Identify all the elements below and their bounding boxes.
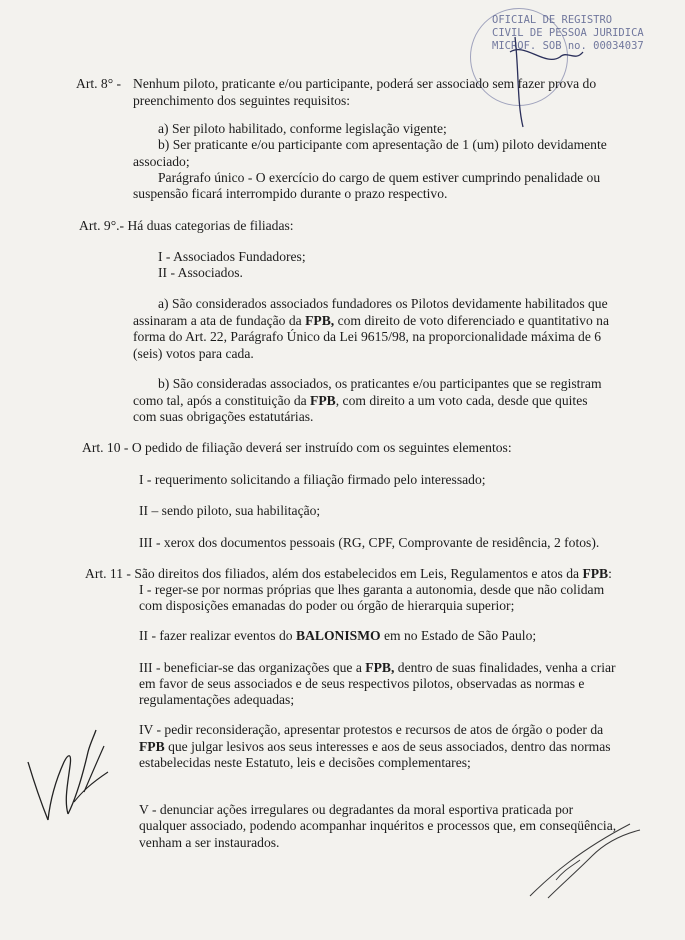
art8-item-a: a) Ser piloto habilitado, conforme legislação vigente; [158,121,447,136]
art9-b-1: b) São consideradas associados, os praticantes e/ou participantes que se registram [158,376,602,391]
art10-head: Art. 10 - O pedido de filiação deverá ser instruído com os seguintes elementos: [82,440,512,455]
art8-item-b-1: b) Ser praticante e/ou participante com apresentação de 1 (um) piloto devidamente [158,137,607,152]
art11-item-v-3: venham a ser instaurados. [139,835,280,850]
art9-b-2-text: como tal, após a constituição da [133,393,311,408]
art8-paragraph-1: Parágrafo único - O exercício do cargo de quem estiver cumprindo penalidade ou [158,170,601,185]
fpb-bold: FPB, [305,313,335,328]
art11-item-iii-2: em favor de seus associados e de seus respectivos pilotos, observadas as normas e [139,676,585,691]
margin-initials-signature [24,722,114,834]
art9-a-1: a) São considerados associados fundadores os Pilotos devidamente habilitados que [158,296,608,311]
art11-item-iii-1 [139,660,616,676]
art11-item-iv-1: IV - pedir reconsideração, apresentar protestos e recursos de atos de órgão o poder da [139,722,604,737]
art9-a-2 [133,313,609,329]
fpb-bold: FPB [582,566,609,581]
art11-item-v-1: V - denunciar ações irregulares ou degradantes da moral esportiva praticada por [139,802,574,817]
art10-item-ii: II – sendo piloto, sua habilitação; [139,503,321,518]
art8-line-2: preenchimento dos seguintes requisitos: [133,93,351,108]
art11-item-iii-text-end: dentro de suas finalidades, venha a criar [394,660,616,675]
art10-item-i: I - requerimento solicitando a filiação firmado pelo interessado; [139,472,486,487]
art11-head-end: : [608,566,612,581]
stamp-line-2: CIVIL DE PESSOA JURIDICA [492,27,644,39]
fpb-bold: FPB, [365,660,395,675]
art8-item-b-2: associado; [133,154,190,169]
art9-item-ii: II - Associados. [158,265,243,280]
art11-item-ii [139,628,536,644]
art11-item-ii-text-end: em no Estado de São Paulo; [380,628,537,643]
art11-item-i-1: I - reger-se por normas próprias que lhes garanta a autonomia, desde que não colidam [139,582,605,597]
art11-item-iv-2 [139,739,611,755]
balonismo-bold: BALONISMO [296,628,381,643]
stamp-line-3: MICROF. SOB no. 00034037 [492,40,644,52]
art8-line-1: Nenhum piloto, praticante e/ou participante, poderá ser associado sem fazer prova do [133,76,597,91]
art10-item-iii: III - xerox dos documentos pessoais (RG, CPF, Comprovante de residência, 2 fotos). [139,535,600,550]
art8-paragraph-2: suspensão ficará interrompido durante o prazo respectivo. [133,186,448,201]
art9-a-2-text-end: com direito de voto diferenciado e quantitativo na [334,313,609,328]
bottom-signature [520,820,660,900]
art11-item-iii-text: III - beneficiar-se das organizações que a [139,660,366,675]
art9-item-i: I - Associados Fundadores; [158,249,306,264]
art11-item-iv-3: estabelecidas neste Estatuto, leis e decisões complementares; [139,755,471,770]
art11-item-ii-text: II - fazer realizar eventos do [139,628,296,643]
art9-a-3: forma do Art. 22, Parágrafo Único da Lei 9615/98, na proporcionalidade máxima de 6 [133,329,602,344]
art9-a-4: (seis) votos para cada. [133,346,254,361]
art11-item-iii-3: regulamentações adequadas; [139,692,295,707]
fpb-bold: FPB [139,739,165,754]
art11-head-text: Art. 11 - São direitos dos filiados, além dos estabelecidos em Leis, Regulamentos e atos da [85,566,583,581]
art11-item-v-2: qualquer associado, podendo acompanhar inquéritos e processos que, em conseqüência, [139,818,617,833]
art9-head: Art. 9°.- Há duas categorias de filiadas: [79,218,294,233]
art8-head: Art. 8° - [76,76,122,91]
art9-b-2 [133,393,588,409]
art9-a-2-text: assinaram a ata de fundação da [133,313,306,328]
fpb-bold: FPB [310,393,336,408]
art9-b-2-text-end: , com direito a um voto cada, desde que quites [335,393,588,408]
art11-item-i-2: com disposições emanadas do poder ou órgão de hierarquia superior; [139,598,515,613]
stamp-line-1: OFICIAL DE REGISTRO [492,14,613,26]
art11-head [85,566,612,582]
art11-item-iv-2-text: que julgar lesivos aos seus interesses e aos de seus associados, dentro das normas [164,739,611,754]
art9-b-3: com suas obrigações estatutárias. [133,409,314,424]
